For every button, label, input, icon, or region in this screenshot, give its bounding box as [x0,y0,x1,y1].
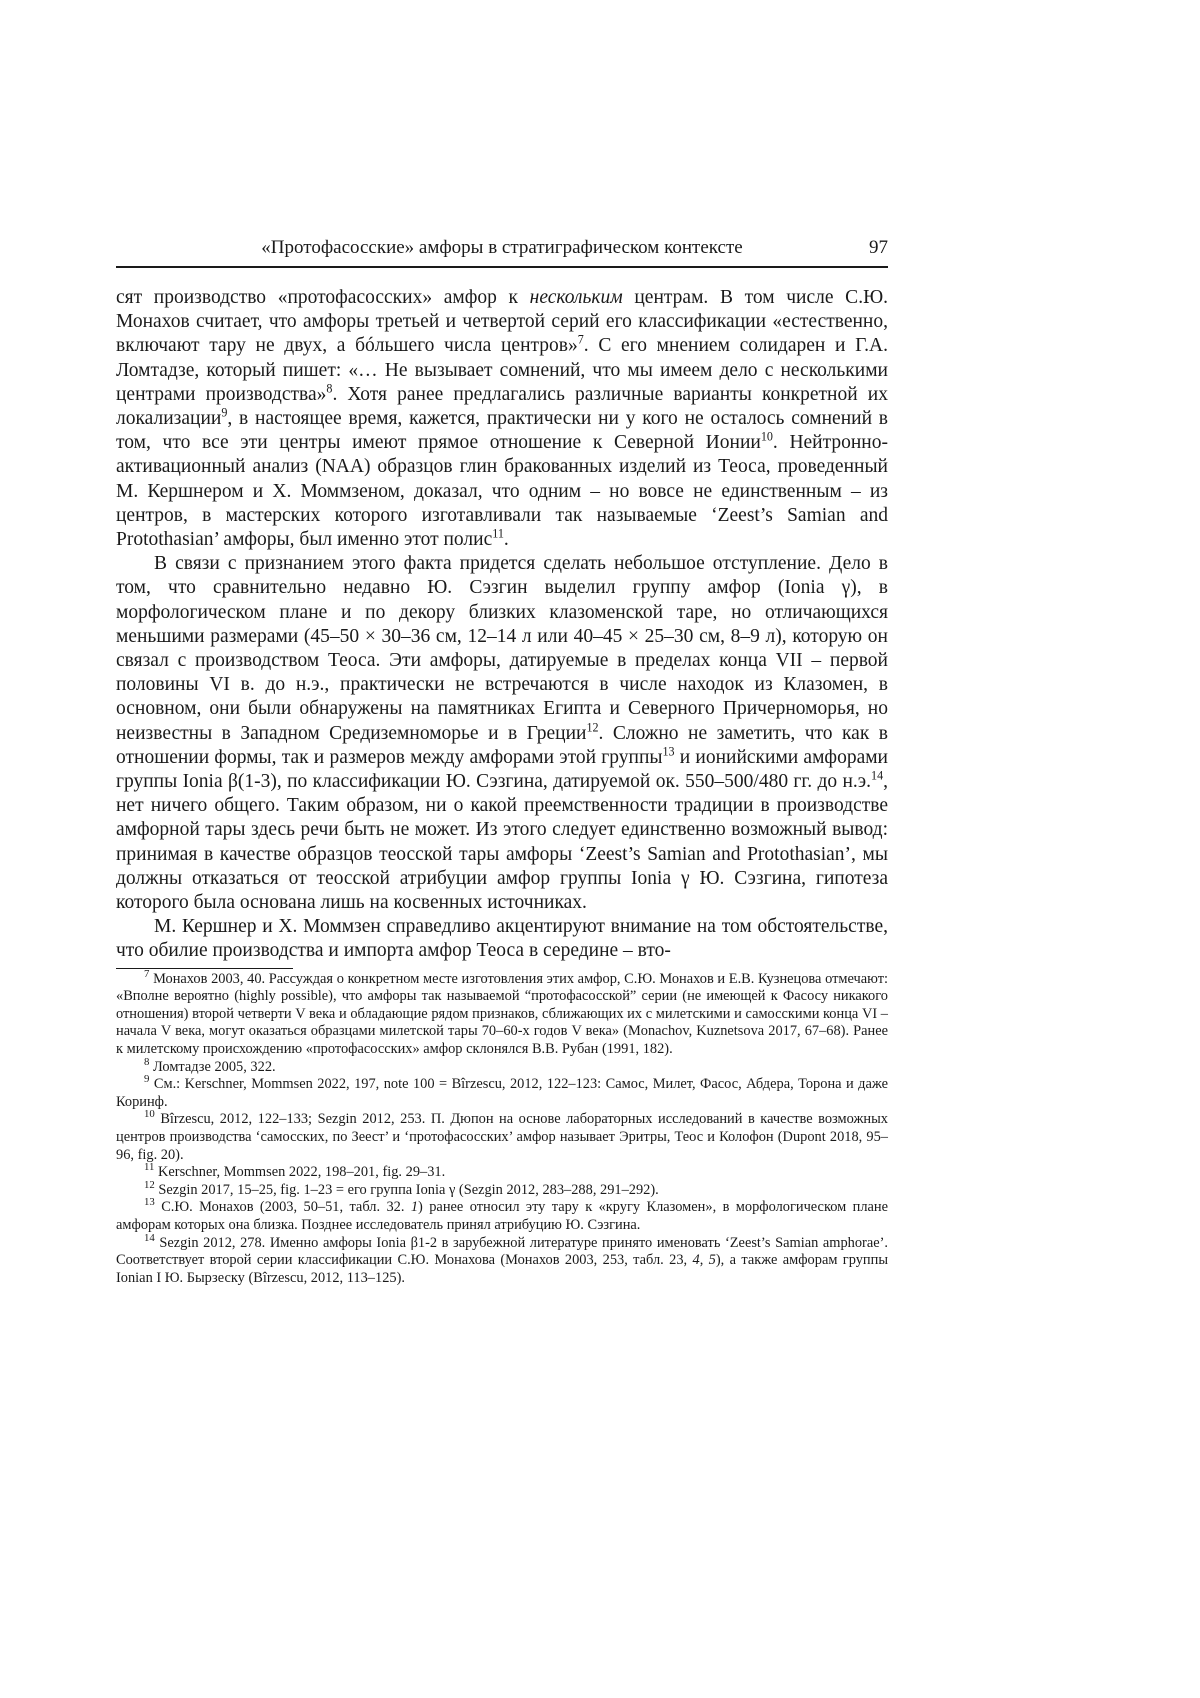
page [116,236,888,1287]
header-rule [116,266,888,268]
paragraph-3: М. Кершнер и Х. Моммзен справедливо акцентируют внимание на том обстоятельстве, что обилие производства и импорта амфор Теоса в середине – вто- [116,916,888,962]
footnote-number: 8 [144,1055,150,1068]
footnote-number: 14 [144,1231,155,1244]
footnote-ref[interactable]: 14 [871,768,884,783]
running-header [116,236,888,260]
emphasis: 1 [410,1199,419,1216]
page-number: 97 [869,237,888,258]
text-span: , в настоящее время, кажется, практически ни у кого не осталось сомнений в том, что все эти центры имеют прямое отношение к Северной Ионии [116,408,888,454]
footnote-ref[interactable]: 10 [760,429,773,444]
footnote-text: Sezgin 2017, 15–25, fig. 1–23 = его группа Ionia γ (Sezgin 2012, 283–288, 291–292). [158,1181,659,1198]
footnote-number: 7 [144,967,150,980]
text-span: сят производство «протофасосских» амфор к [116,287,530,308]
text-span: центрам. В том числе С.Ю. Монахов считает, что амфоры третьей и четвертой серий его классификации «естественно, включают тару не двух, а бóльшего числа центров» [116,287,888,357]
footnote-text: См.: Kerschner, Mommsen 2022, 197, note 100 = Bîrzescu, 2012, 122–123: Самос, Милет, Фасос, Абдера, Торона и даже Коринф. [116,1076,888,1110]
footnote-number: 11 [144,1161,155,1174]
footnote-text: , [699,1252,709,1269]
footnote-number: 10 [144,1108,155,1121]
footnote-ref[interactable]: 7 [577,332,584,347]
footnote-separator [116,968,293,969]
main-text [116,286,888,964]
text-span: и ионийскими амфорами группы Ionia β(1-3), по классификации Ю. Сэзгина, датируемой ок. 550–500/480 гг. до н.э. [116,746,888,793]
text-span: , нет ничего общего. Таким образом, ни о какой преемственности традиции в производстве амфорной тары здесь речи быть не может. Из этого следует единственно возможный вывод: принимая в качестве образцов теосской тары амфоры ‘Zeest’s Samian and Protothasian’, мы должны отказаться от теосской атрибуции амфор группы Ionia γ Ю. Сэзгина, гипотеза которого была основана лишь на косвенных источниках. [116,771,888,914]
footnote-number: 13 [144,1196,155,1209]
footnote-12 [116,1178,888,1200]
running-title: «Протофасосские» амфоры в стратиграфическом контексте [261,237,743,258]
footnote-ref[interactable]: 13 [662,744,675,759]
footnote-ref[interactable]: 9 [221,405,228,420]
footnote-13 [116,1196,888,1234]
footnote-text: С.Ю. Монахов (2003, 50–51, табл. 32. [161,1199,411,1216]
text-span: . С его мнением солидарен и Г.А. Ломтадзе, который пишет: «… Не вызывает сомнений, что мы имеем дело с несколькими центрами производства» [116,335,889,405]
footnote-text: Sezgin 2012, 278. Именно амфоры Ionia β1-2 в зарубежной литературе принято именовать ‘Zeest’s Samian amphorae’. Соответствует второй серии классификации С.Ю. Монахова (Монахов 2003, 253, табл. 23, [116,1234,888,1269]
text-span: . [503,529,509,551]
footnote-8 [116,1055,888,1077]
footnote-text: ), а также амфорам группы Ionian I Ю. Бырзеску (Bîrzescu, 2012, 113–125). [116,1252,888,1286]
text-span: . Нейтронно-активационный анализ (NAA) образцов глин бракованных изделий из Теоса, проведенный М. Кершнером и Х. Моммзеном, доказал, что одним – но вовсе не единственным – из центров, в мастерских которого изготавливали так называемые ‘Zeest’s Samian and Protothasian’ амфоры, был именно этот полис [116,432,888,551]
footnote-14 [116,1231,888,1288]
emphasis: 4 [692,1252,700,1269]
footnote-10 [116,1108,888,1164]
footnote-ref[interactable]: 11 [492,526,504,541]
footnotes [116,967,888,1288]
footnote-11 [116,1161,888,1182]
footnote-7 [116,967,888,1059]
paragraph-1 [116,286,888,552]
footnote-text: Bîrzescu, 2012, 122–133; Sezgin 2012, 253. П. Дюпон на основе лабораторных исследований в качестве возможных центров производства ‘самосских, по Зеест’ и ‘протофасосских’ амфор называет Эритры, Теос и Колофон (Dupont 2018, 95–96, fig. 20). [116,1111,888,1163]
footnote-text: Монахов 2003, 40. Рассуждая о конкретном месте изготовления этих амфор, С.Ю. Монахов и Е.В. Кузнецова отмечают: «Вполне вероятно (highly possible), что амфоры так называемой “протофасосской” серии (не имеющей к Фасосу никакого отношения) второй четверти V века и обладающие рядом признаков, сближающих их с милетскими и самосскими конца VI – начала V века, могут оказаться образцами милетской тары 70–60-х годов V века» (Monachov, Kuznetsova 2017, 67–68). Ранее к милетскому происхождению «протофасосских» амфор склонялся В.В. Рубан (1991, 182). [116,970,888,1058]
footnote-text: Kerschner, Mommsen 2022, 198–201, fig. 29–31. [158,1164,446,1181]
text-span: . Хотя ранее предлагались различные варианты конкретной их локализации [116,383,888,430]
footnote-number: 12 [144,1178,155,1191]
footnote-ref[interactable]: 8 [326,381,333,396]
footnote-number: 9 [144,1073,150,1086]
footnote-ref[interactable]: 12 [586,720,599,735]
footnote-text: Ломтадзе 2005, 322. [153,1058,276,1075]
footnote-9 [116,1073,888,1111]
text-span: В связи с признанием этого факта придется сделать небольшое отступление. Дело в том, что сравнительно недавно Ю. Сэзгин выделил группу амфор (Ionia γ), в морфологическом плане и по декору близких клазоменской таре, но отличающихся меньшими размерами (45–50 × 30–36 см, 12–14 л или 40–45 × 25–30 см, 8–9 л), которую он связал с производством Теоса. Эти амфоры, датируемые в пределах конца VII – первой половины VI в. до н.э., практически не встречаются в числе находок из Клазомен, в основном, они были обнаружены на памятниках Египта и Северного Причерноморья, но неизвестны в Западном Средиземноморье и в Греции [116,553,888,744]
emphasis: нескольким [529,287,623,308]
text-span: . Сложно не заметить, что как в отношении формы, так и размеров между амфорами этой группы [116,722,889,768]
footnote-text: ) ранее относил эту тару к «кругу Клазомен», в морфологическом плане амфорам которых она близка. Позднее исследователь принял атрибуцию Ю. Сэзгина. [116,1199,888,1233]
paragraph-2 [116,552,888,915]
emphasis: 5 [708,1252,716,1269]
